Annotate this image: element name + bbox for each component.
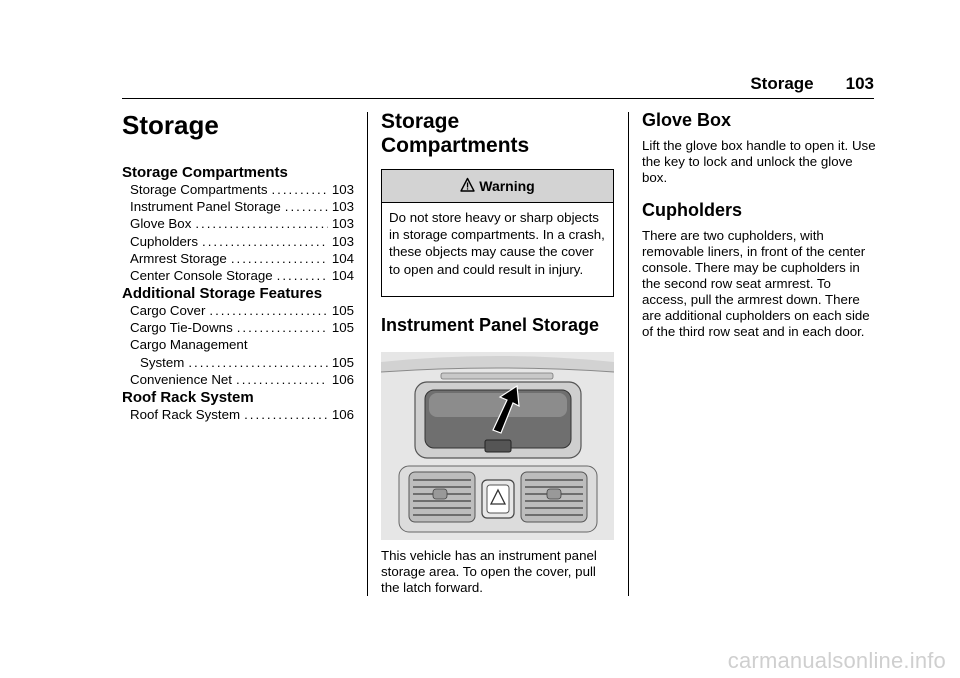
header-section-title: Storage xyxy=(750,74,814,93)
toc-entry[interactable]: Glove Box ..... 103 xyxy=(130,215,354,232)
toc-entry-wrapped[interactable]: Cargo Management System ..... 105 xyxy=(130,336,354,370)
warning-title: Warning xyxy=(479,178,535,194)
toc-list-roof-rack xyxy=(130,406,354,423)
instrument-panel-illustration xyxy=(381,352,614,540)
section-heading-storage-compartments: Storage Compartments xyxy=(381,110,530,157)
toc-entry[interactable]: Cupholders ..... 103 xyxy=(130,233,354,250)
glove-box-text: Lift the glove box handle to open it. Use the key to lock and unlock the glove box. xyxy=(642,138,876,185)
toc-entry[interactable]: Cargo Tie-Downs ..... 105 xyxy=(130,319,354,336)
instrument-panel-text: This vehicle has an instrument panel storage area. To open the cover, pull the latch forward. xyxy=(381,548,597,595)
page-number: 103 xyxy=(845,74,874,93)
toc-list-storage-compartments xyxy=(130,181,354,284)
toc-entry[interactable]: Convenience Net ..... 106 xyxy=(130,371,354,388)
toc-entry[interactable]: Roof Rack System ..... 106 xyxy=(130,406,354,423)
toc-entry[interactable]: Center Console Storage ..... 104 xyxy=(130,267,354,284)
warning-symbol-icon xyxy=(460,177,475,195)
toc-section-heading: Roof Rack System xyxy=(122,389,254,406)
toc-list-additional-storage xyxy=(130,302,354,388)
section-heading-cupholders: Cupholders xyxy=(642,200,743,220)
warning-text: Do not store heavy or sharp objects in storage compartments. In a crash, these objects may cause the cover to open and could result in injury. xyxy=(389,210,605,277)
column-divider-right xyxy=(628,112,629,596)
toc-section-heading: Additional Storage Features xyxy=(122,285,323,302)
toc-entry[interactable]: Armrest Storage ..... 104 xyxy=(130,250,354,267)
site-watermark: carmanualsonline.info xyxy=(727,648,946,673)
page-header xyxy=(122,70,874,99)
toc-entry[interactable]: Cargo Cover ..... 105 xyxy=(130,302,354,319)
column-divider-left xyxy=(367,112,368,596)
toc-section-heading: Storage Compartments xyxy=(122,164,288,181)
toc-entry[interactable]: Storage Compartments ..... 103 xyxy=(130,181,354,198)
warning-box xyxy=(381,169,614,297)
chapter-title: Storage xyxy=(122,110,219,140)
warning-header xyxy=(382,170,613,203)
section-heading-instrument-panel: Instrument Panel Storage xyxy=(381,315,600,335)
section-heading-glove-box: Glove Box xyxy=(642,110,732,130)
toc-entry[interactable]: Instrument Panel Storage ..... 103 xyxy=(130,198,354,215)
cupholders-text: There are two cupholders, with removable liners, in front of the center console. There may be cupholders in the second row seat armrest. To access, pull the armrest down. There are additional cupholders on each side of the third row seat and in each door. xyxy=(642,228,870,339)
